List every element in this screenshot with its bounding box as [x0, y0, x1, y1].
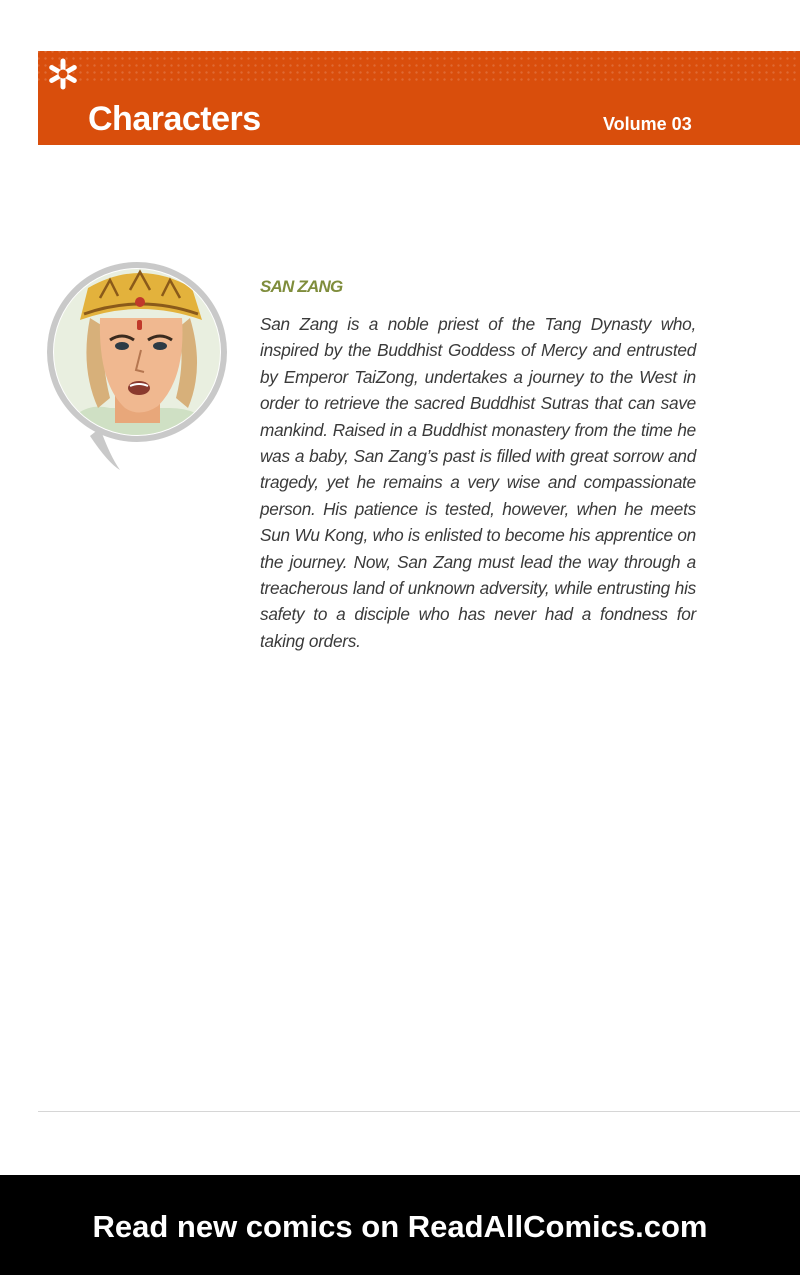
- page-divider: [38, 1111, 800, 1112]
- character-portrait: [40, 258, 240, 478]
- character-bio: San Zang is a noble priest of the Tang Dynasty who, inspired by the Buddhist Goddess of Mercy and entrusted by Emperor TaiZong, undertakes a journey to the West in order to retrieve the sacred Buddhist Sutras that can save mankind. Raised in a Buddhist monastery from the time he was a baby, San Zang’s past is filled with great sorrow and tragedy, yet he remains a very wise and compassionate person. His patience is tested, however, when he meets Sun Wu Kong, who is enlisted to become his apprentice on the journey. Now, San Zang must lead the way through a treacherous land of unknown adversity, while entrusting his safety to a disciple who has never had a fondness for taking orders.: [260, 314, 696, 651]
- footer-banner-text[interactable]: Read new comics on ReadAllComics.com: [92, 1209, 708, 1244]
- page-title: Characters: [88, 100, 261, 138]
- header-band: [38, 51, 800, 145]
- character-name: SAN ZANG: [260, 277, 343, 296]
- volume-label: Volume 03: [603, 114, 692, 134]
- asterisk-icon: [46, 57, 80, 91]
